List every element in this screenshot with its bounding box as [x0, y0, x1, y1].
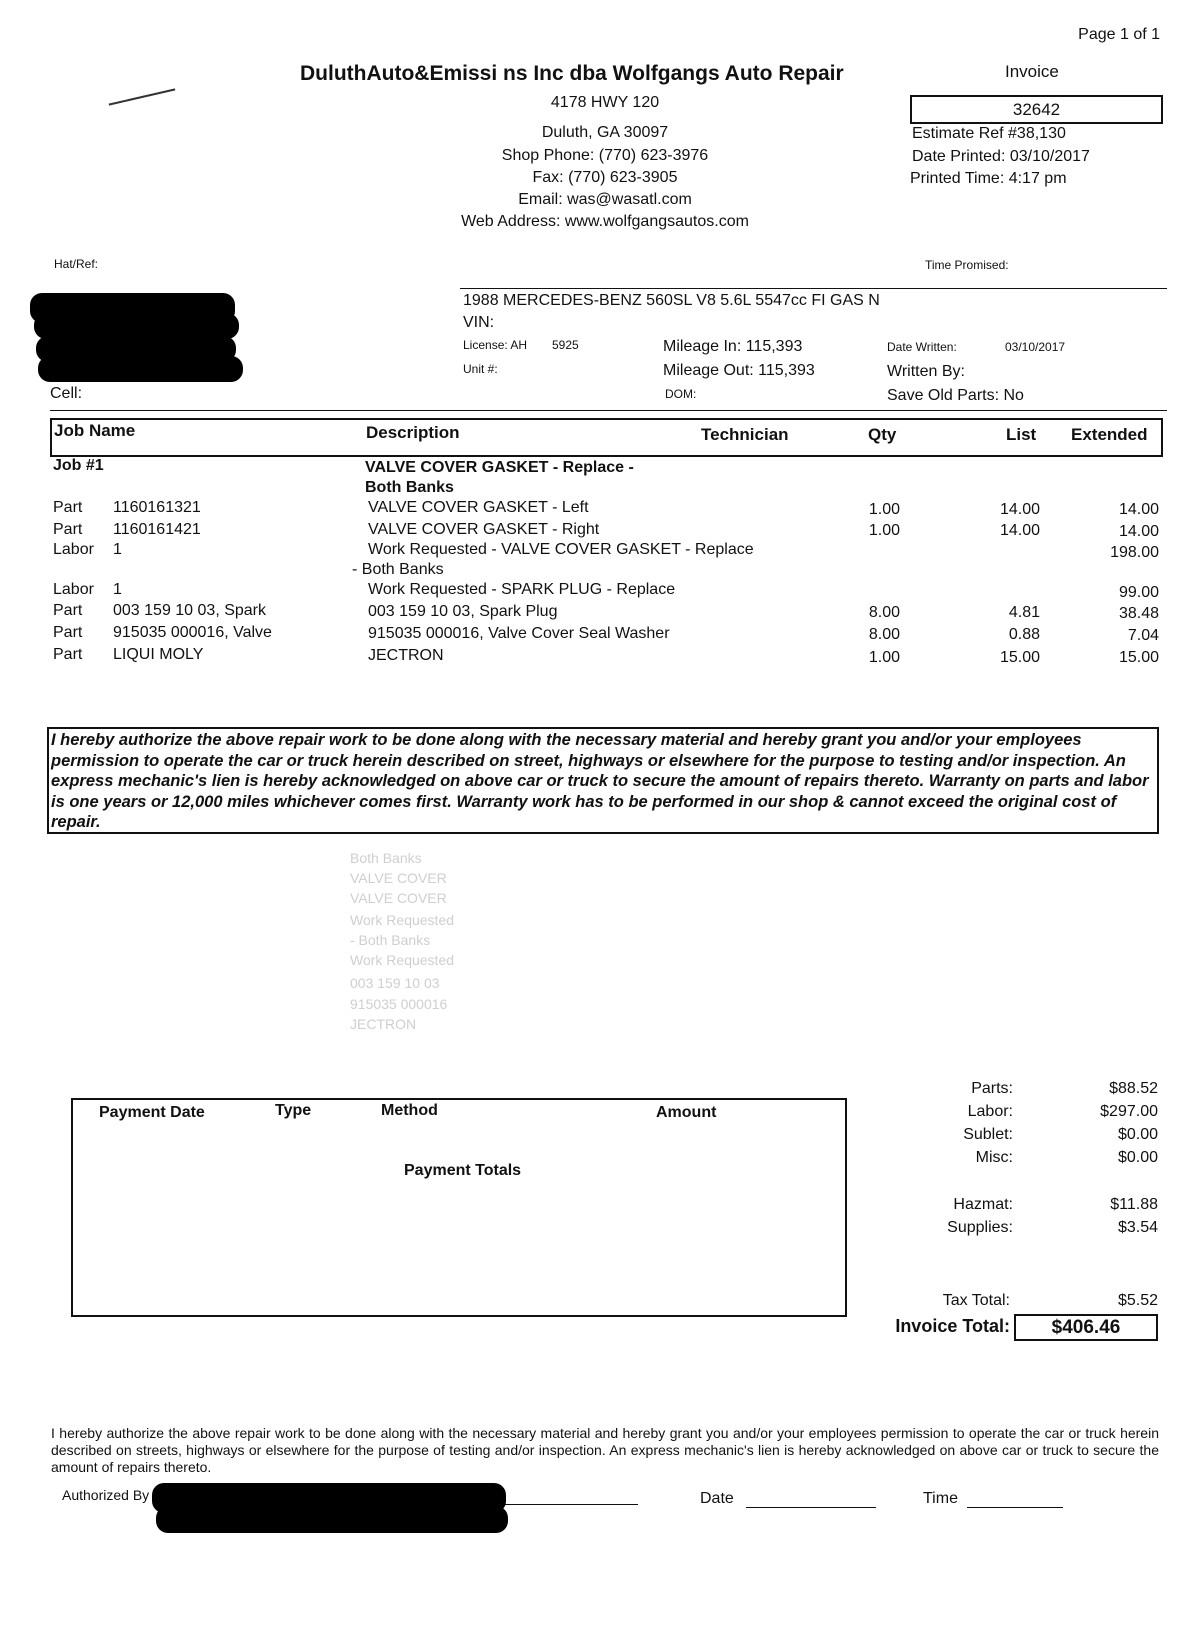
vehicle-description: 1988 MERCEDES-BENZ 560SL V8 5.6L 5547cc FI GAS N	[463, 292, 880, 309]
row-desc: JECTRON	[368, 647, 444, 664]
ghost-text: VALVE COVER	[350, 890, 447, 906]
row-ext: 38.48	[1118, 605, 1159, 622]
row-qty: 1.00	[868, 649, 900, 666]
ghost-text: VALVE COVER	[350, 870, 447, 886]
row-desc: Work Requested - VALVE COVER GASKET - Replace	[368, 541, 754, 558]
license-value: 5925	[552, 338, 579, 352]
payment-totals-label: Payment Totals	[404, 1162, 522, 1179]
job-description: VALVE COVER GASKET - Replace -	[365, 459, 634, 476]
date-printed: Date Printed: 03/10/2017	[912, 148, 1090, 165]
ghost-text: JECTRON	[350, 1016, 417, 1032]
col-description: Description	[366, 423, 460, 442]
row-desc: 003 159 10 03, Spark Plug	[368, 603, 558, 620]
total-label: Labor:	[967, 1103, 1013, 1120]
row-desc: VALVE COVER GASKET - Right	[368, 521, 600, 538]
dom-label: DOM:	[665, 387, 697, 401]
shop-fax: Fax: (770) 623-3905	[532, 169, 678, 186]
row-list: 15.00	[999, 649, 1040, 666]
ghost-text: - Both Banks	[350, 932, 431, 948]
row-list: 14.00	[999, 501, 1040, 518]
row-type: Part	[53, 646, 83, 663]
date-written-label: Date Written:	[887, 340, 957, 354]
row-ext: 99.00	[1118, 584, 1159, 601]
time-promised-label: Time Promised:	[925, 258, 1009, 272]
total-value: $297.00	[1100, 1103, 1158, 1120]
row-list: 0.88	[1008, 626, 1040, 643]
ghost-text: Work Requested	[350, 912, 455, 928]
row-list: 4.81	[1008, 604, 1040, 621]
row-qty: 8.00	[868, 604, 900, 621]
row-qty: 1.00	[868, 501, 900, 518]
invoice-number: 32642	[910, 95, 1163, 124]
pen-mark	[109, 88, 176, 105]
time-line	[967, 1507, 1063, 1508]
invoice-total-value: $406.46	[1014, 1314, 1158, 1341]
row-type: Labor	[53, 581, 94, 598]
total-label: Parts:	[971, 1080, 1013, 1097]
date-written-value: 03/10/2017	[1005, 340, 1066, 354]
row-code: 915035 000016, Valve	[113, 624, 272, 641]
unit-label: Unit #:	[463, 362, 498, 376]
table-header	[50, 418, 1163, 457]
total-value: $0.00	[1117, 1149, 1158, 1166]
written-by: Written By:	[887, 363, 965, 380]
row-qty: 1.00	[868, 522, 900, 539]
vehicle-rule	[50, 410, 1167, 411]
row-type: Part	[53, 624, 83, 641]
row-code: 1160161421	[113, 521, 201, 538]
row-ext: 14.00	[1118, 523, 1159, 540]
payment-date-header: Payment Date	[99, 1104, 205, 1121]
row-code: 1	[113, 541, 122, 558]
ghost-text: Work Requested	[350, 952, 455, 968]
header-rule	[460, 288, 1167, 289]
job-description: Both Banks	[365, 479, 454, 496]
total-value: $11.88	[1110, 1196, 1158, 1213]
mileage-in: Mileage In: 115,393	[663, 338, 803, 355]
printed-time: Printed Time: 4:17 pm	[910, 170, 1067, 187]
row-desc: VALVE COVER GASKET - Left	[368, 499, 589, 516]
authorization-text: I hereby authorize the above repair work to be done along with the necessary material and hereby grant you and/or your employees permission to operate the car or truck herein described on street, highways or elsewhere for the purpose to testing and/or inspection. An express mechanic's lien is hereby acknowledged on above car or truck to secure the amount of repairs thereto. Warranty on parts and labor is one years or 12,000 miles whichever comes first. Warranty work has to be performed in our shop & cannot exceed the original cost of repair.	[51, 731, 1149, 831]
total-label: Supplies:	[947, 1219, 1013, 1236]
row-code: LIQUI MOLY	[113, 646, 204, 663]
total-label: Sublet:	[963, 1126, 1013, 1143]
total-value: $0.00	[1117, 1126, 1158, 1143]
row-list: 14.00	[999, 522, 1040, 539]
hat-ref-label: Hat/Ref:	[54, 257, 99, 271]
redacted-block	[38, 356, 243, 382]
tax-total-value: $5.52	[1117, 1292, 1158, 1309]
redacted-signature	[156, 1506, 508, 1533]
invoice-label: Invoice	[1005, 62, 1059, 81]
row-ext: 198.00	[1110, 544, 1159, 561]
total-value: $3.54	[1117, 1219, 1158, 1236]
ghost-text: 003 159 10 03	[350, 975, 440, 991]
job-title: Job #1	[53, 457, 104, 474]
row-qty: 8.00	[868, 626, 900, 643]
date-line	[746, 1507, 876, 1508]
estimate-ref: Estimate Ref #38,130	[912, 125, 1066, 142]
shop-name: DuluthAuto&Emissi ns Inc dba Wolfgangs Auto Repair	[300, 62, 844, 85]
row-ext: 15.00	[1118, 649, 1159, 666]
total-label: Hazmat:	[953, 1196, 1013, 1213]
row-code: 1160161321	[113, 499, 201, 516]
tax-total-label: Tax Total:	[942, 1292, 1010, 1309]
col-extended: Extended	[1071, 425, 1148, 444]
payment-type-header: Type	[275, 1102, 312, 1119]
row-desc-2: - Both Banks	[352, 561, 444, 578]
shop-address-1: 4178 HWY 120	[550, 94, 660, 111]
col-job-name: Job Name	[54, 421, 136, 440]
shop-address-2: Duluth, GA 30097	[541, 124, 669, 141]
col-qty: Qty	[868, 425, 897, 444]
footer-authorization: I hereby authorize the above repair work to be done along with the necessary material and hereby grant you and/or your employees permission to operate the car or truck herein described on streets, highways or elsewhere for the purpose of testing and/or inspection. An express mechanic's lien is hereby acknowledged on above car or truck to secure the amount of repairs thereto.	[51, 1425, 1159, 1475]
total-label: Misc:	[975, 1149, 1013, 1166]
license-label: License: AH	[463, 338, 528, 352]
page-number: Page 1 of 1	[1078, 26, 1160, 43]
vin-label: VIN:	[463, 314, 495, 331]
row-desc: 915035 000016, Valve Cover Seal Washer	[368, 625, 670, 642]
cell-label: Cell:	[50, 385, 83, 402]
row-type: Labor	[53, 541, 94, 558]
ghost-text: 915035 000016	[350, 996, 448, 1012]
row-type: Part	[53, 602, 83, 619]
mileage-out: Mileage Out: 115,393	[663, 362, 815, 379]
save-old-parts: Save Old Parts: No	[887, 387, 1024, 404]
date-label: Date	[700, 1490, 734, 1507]
ghost-text: Both Banks	[350, 850, 422, 866]
payment-method-header: Method	[381, 1102, 438, 1119]
total-value: $88.52	[1109, 1080, 1158, 1097]
shop-phone: Shop Phone: (770) 623-3976	[501, 147, 709, 164]
authorized-by-label: Authorized By	[62, 1487, 150, 1503]
shop-web: Web Address: www.wolfgangsautos.com	[461, 213, 749, 230]
row-type: Part	[53, 499, 83, 516]
shop-email: Email: was@wasatl.com	[518, 191, 692, 208]
row-ext: 7.04	[1127, 627, 1159, 644]
row-code: 003 159 10 03, Spark	[113, 602, 267, 619]
row-code: 1	[113, 581, 122, 598]
row-desc: Work Requested - SPARK PLUG - Replace	[368, 581, 676, 598]
invoice-total-label: Invoice Total:	[895, 1316, 1010, 1336]
payment-amount-header: Amount	[656, 1104, 717, 1121]
time-label: Time	[923, 1490, 958, 1507]
col-list: List	[1006, 425, 1037, 444]
row-ext: 14.00	[1118, 501, 1159, 518]
col-technician: Technician	[701, 425, 789, 444]
payments-box	[71, 1098, 847, 1317]
row-type: Part	[53, 521, 83, 538]
